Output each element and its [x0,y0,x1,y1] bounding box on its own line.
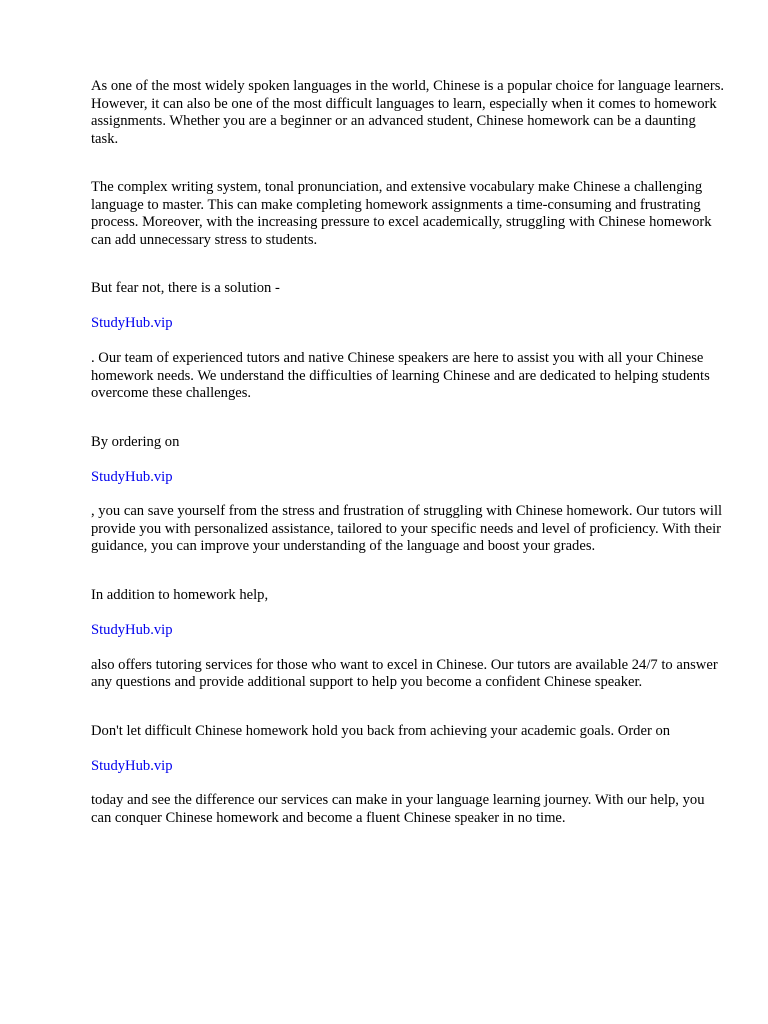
paragraph-solution [91,263,725,402]
paragraph-text-before-link: In addition to homework help, [91,586,269,603]
paragraph-ordering [91,416,725,555]
paragraph-text-before-link: But fear not, there is a solution - [91,280,280,297]
paragraph-text: As one of the most widely spoken languages in the world, Chinese is a popular choice for language learners. However, it can also be one of the most difficult languages to learn, especially when it comes to homework assignments. Whether you are a beginner or an advanced student, Chinese homework can be a daunting task. [91,78,725,147]
studyhub-link[interactable]: StudyHub.vip [91,468,173,485]
document-page [91,61,725,841]
paragraph-intro [91,61,725,148]
paragraph-text-after-link: . Our team of experienced tutors and native Chinese speakers are here to assist you with all your Chinese homework needs. We understand the difficulties of learning Chinese and are dedicated to helping students overcome these challenges. [91,350,710,401]
paragraph-text-after-link: also offers tutoring services for those who want to excel in Chinese. Our tutors are available 24/7 to answer any questions and provide additional support to help you become a confident Chinese speaker. [91,656,718,690]
paragraph-difficulty [91,162,725,249]
paragraph-text-before-link: Don't let difficult Chinese homework hold you back from achieving your academic goals. Order on [91,722,671,739]
studyhub-link[interactable]: StudyHub.vip [91,757,173,774]
paragraph-closing [91,705,725,827]
studyhub-link[interactable]: StudyHub.vip [91,621,173,638]
paragraph-tutoring [91,570,725,692]
paragraph-text: The complex writing system, tonal pronunciation, and extensive vocabulary make Chinese a challenging language to master. This can make completing homework assignments a time-consuming and frustrating process. Moreover, with the increasing pressure to excel academically, struggling with Chinese homework can add unnecessary stress to students. [91,179,712,248]
paragraph-text-after-link: today and see the difference our services can make in your language learning journey. With our help, you can conquer Chinese homework and become a fluent Chinese speaker in no time. [91,792,705,826]
paragraph-text-after-link: , you can save yourself from the stress and frustration of struggling with Chinese homework. Our tutors will provide you with personalized assistance, tailored to your specific needs and level of proficiency. With their guidance, you can improve your understanding of the language and boost your grades. [91,503,723,555]
paragraph-text-before-link: By ordering on [91,433,180,450]
studyhub-link[interactable]: StudyHub.vip [91,315,173,332]
